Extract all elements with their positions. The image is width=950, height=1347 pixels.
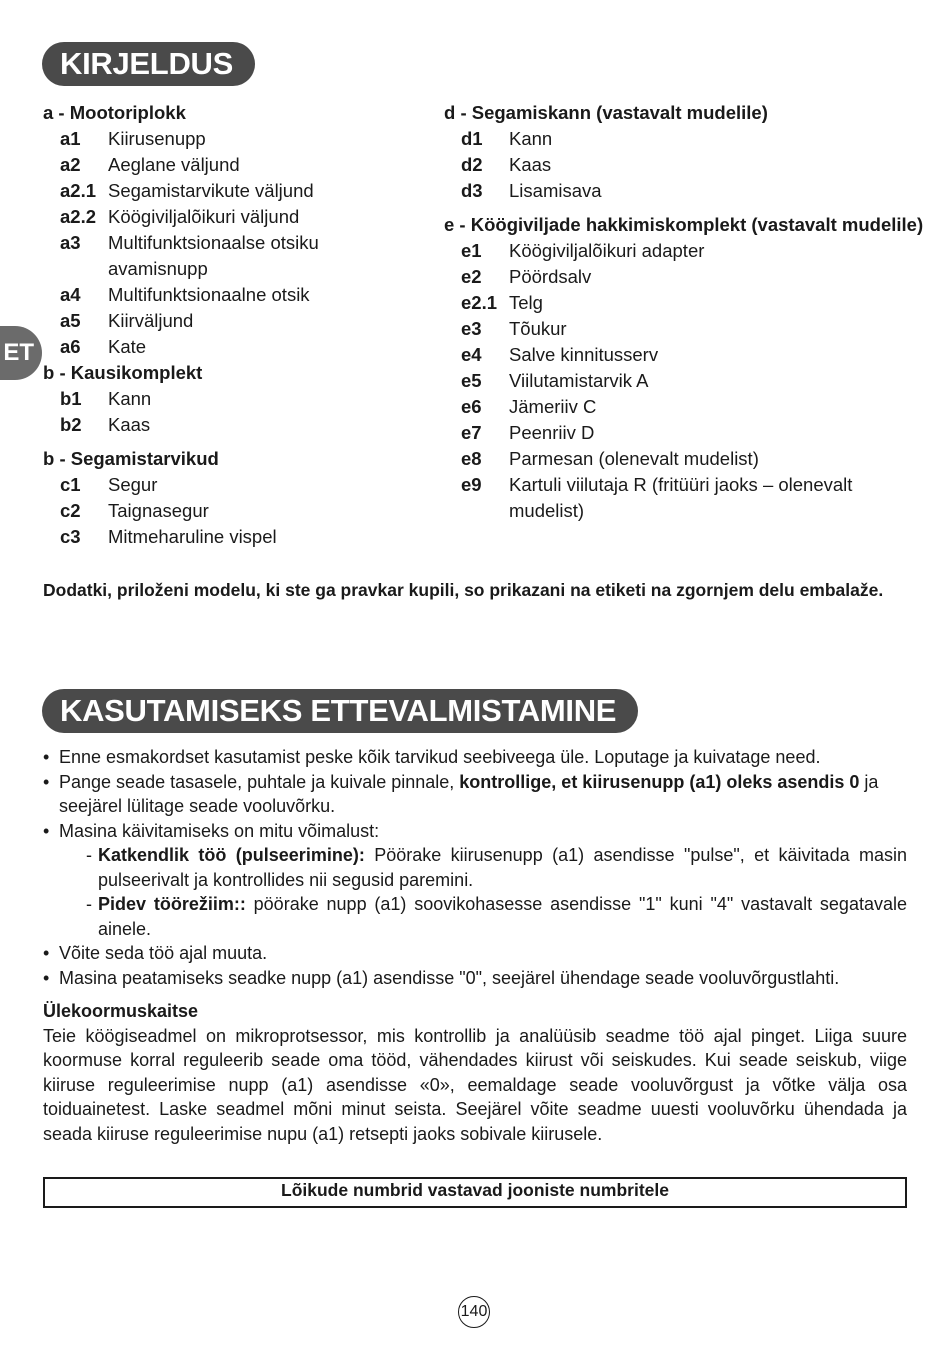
bullet-item: • Masina käivitamiseks on mitu võimalust: — [43, 820, 380, 841]
part-label: Kartuli viilutaja R (fritüüri jaoks – olenevalt mudelist) — [509, 474, 853, 521]
part-item — [43, 412, 423, 438]
part-item — [43, 524, 423, 550]
part-item — [444, 342, 914, 368]
part-code: e3 — [461, 318, 482, 339]
part-label: Kann — [108, 388, 152, 409]
part-code: c1 — [60, 474, 81, 495]
part-item — [444, 420, 914, 446]
overload-paragraph: Teie köögiseadmel on mikroprotsessor, mis kontrollib ja analüüsib seadme töö ajal pinget. Liiga suure koormuse korral reguleerib seade oma tööd, vähendades kiirust või seiskudes. Kui seade seiskub, viige kiiruse reguleerimise nupp (a1) asendisse «0», eemaldage seade vooluvõrgust ja võtke välja osa toiduainetest. Laske seadmel mõni minut seista. Seejärel võite seadme uuesti vooluvõrku ühendada ja seada kiiruse reguleerimise nupu (a1) retsepti jaoks sobivale kiirusele. — [43, 1025, 907, 1144]
page-number: 140 — [458, 1296, 490, 1328]
preparation-body — [43, 745, 907, 1146]
bullet-item: • Enne esmakordset kasutamist peske kõik tarvikud seebiveega üle. Loputage ja kuivatage need. — [43, 747, 821, 767]
part-code: a2 — [60, 154, 81, 175]
part-label: Segur — [108, 474, 158, 495]
part-item — [444, 126, 914, 152]
part-label: Kiirusenupp — [108, 128, 206, 149]
part-label: Multifunktsionaalse otsiku avamisnupp — [108, 232, 319, 279]
part-item — [444, 238, 914, 264]
part-item — [43, 472, 423, 498]
part-label: Tõukur — [509, 318, 567, 339]
part-item — [43, 178, 423, 204]
part-item — [444, 264, 914, 290]
part-code: d2 — [461, 154, 483, 175]
part-label: Kaas — [509, 154, 552, 175]
part-label: Köögiviljalõikuri adapter — [509, 240, 705, 261]
part-code: a3 — [60, 232, 81, 253]
part-label: Multifunktsionaalne otsik — [108, 284, 310, 305]
part-label: Kann — [509, 128, 553, 149]
bullet-item: • Masina peatamiseks seadke nupp (a1) asendisse "0", seejärel ühendage seade vooluvõrgustlahti. — [43, 967, 840, 988]
part-code: a1 — [60, 128, 81, 149]
part-code: d3 — [461, 180, 483, 201]
part-item — [444, 152, 914, 178]
bullet-item: • Pange seade tasasele, puhtale ja kuivale pinnale, kontrollige, et kiirusenupp (a1) oleks asendis 0 ja seejärel lülitage seade vooluvõrku. — [43, 771, 879, 816]
part-label: Kiirväljund — [108, 310, 194, 331]
parts-list-left — [43, 100, 423, 550]
accessories-note: Dodatki, priloženi modelu, ki ste ga pravkar kupili, so prikazani na etiketi na zgornjem delu embalaže. — [43, 580, 884, 600]
part-code: e6 — [461, 396, 482, 417]
part-code: e8 — [461, 448, 482, 469]
part-label: Mitmeharuline vispel — [108, 526, 277, 547]
part-label: Kate — [108, 336, 147, 357]
bullet-item: • Võite seda töö ajal muuta. — [43, 943, 268, 963]
part-label: Parmesan (olenevalt mudelist) — [509, 448, 759, 469]
part-item — [444, 290, 914, 316]
group-title: a - Mootoriplokk — [43, 102, 186, 123]
part-label: Taignasegur — [108, 500, 209, 521]
part-code: a5 — [60, 310, 81, 331]
part-code: e4 — [461, 344, 482, 365]
part-code: e2.1 — [461, 292, 498, 313]
part-item — [444, 368, 914, 394]
part-item — [43, 386, 423, 412]
part-label: Aeglane väljund — [108, 154, 240, 175]
part-item — [43, 152, 423, 178]
part-label: Kaas — [108, 414, 151, 435]
part-item — [43, 230, 423, 282]
part-code: d1 — [461, 128, 483, 149]
part-item — [444, 316, 914, 342]
part-code: a6 — [60, 336, 81, 357]
part-item — [43, 204, 423, 230]
part-item — [43, 126, 423, 152]
figure-note-box: Lõikude numbrid vastavad jooniste numbritele — [43, 1177, 907, 1208]
part-code: a4 — [60, 284, 81, 305]
part-code: e1 — [461, 240, 482, 261]
part-code: e9 — [461, 474, 482, 495]
part-item — [444, 178, 914, 204]
parts-list-right — [444, 100, 924, 524]
group-title: b - Kausikomplekt — [43, 362, 203, 383]
overload-heading: Ülekoormuskaitse — [43, 1001, 199, 1021]
part-code: c3 — [60, 526, 81, 547]
part-label: Viilutamistarvik A — [509, 370, 649, 391]
part-label: Segamistarvikute väljund — [108, 180, 314, 201]
group-title: b - Segamistarvikud — [43, 448, 219, 469]
group-title: e - Köögiviljade hakkimiskomplekt (vastavalt mudelile) — [444, 214, 924, 235]
part-label: Pöördsalv — [509, 266, 592, 287]
part-item — [43, 282, 423, 308]
part-item — [43, 308, 423, 334]
part-label: Salve kinnitusserv — [509, 344, 659, 365]
part-label: Telg — [509, 292, 543, 313]
group-title: d - Segamiskann (vastavalt mudelile) — [444, 102, 768, 123]
part-code: e2 — [461, 266, 482, 287]
part-label: Köögiviljalõikuri väljund — [108, 206, 300, 227]
part-label: Jämeriiv C — [509, 396, 597, 417]
part-code: a2.1 — [60, 180, 97, 201]
section-title-description: KIRJELDUS — [42, 42, 255, 86]
part-label: Peenriiv D — [509, 422, 595, 443]
part-code: c2 — [60, 500, 81, 521]
part-code: a2.2 — [60, 206, 97, 227]
part-item — [43, 498, 423, 524]
part-item — [444, 472, 914, 524]
section-title-preparation: KASUTAMISEKS ETTEVALMISTAMINE — [42, 689, 638, 733]
part-code: e7 — [461, 422, 482, 443]
part-item — [43, 334, 423, 360]
part-item — [444, 394, 914, 420]
part-code: b1 — [60, 388, 82, 409]
sub-item: - Pidev töörežiim:: pöörake nupp (a1) soovikohasesse asendisse "1" kuni "4" vastavalt segatavale ainele. — [86, 894, 907, 939]
part-code: b2 — [60, 414, 82, 435]
part-code: e5 — [461, 370, 482, 391]
part-label: Lisamisava — [509, 180, 602, 201]
part-item — [444, 446, 914, 472]
sub-item: - Katkendlik töö (pulseerimine): Pöörake kiirusenupp (a1) asendisse "pulse", et käivitada masin pulseerivalt ja kontrollides nii segusid paremini. — [86, 845, 907, 890]
language-tab: ET — [0, 326, 42, 380]
